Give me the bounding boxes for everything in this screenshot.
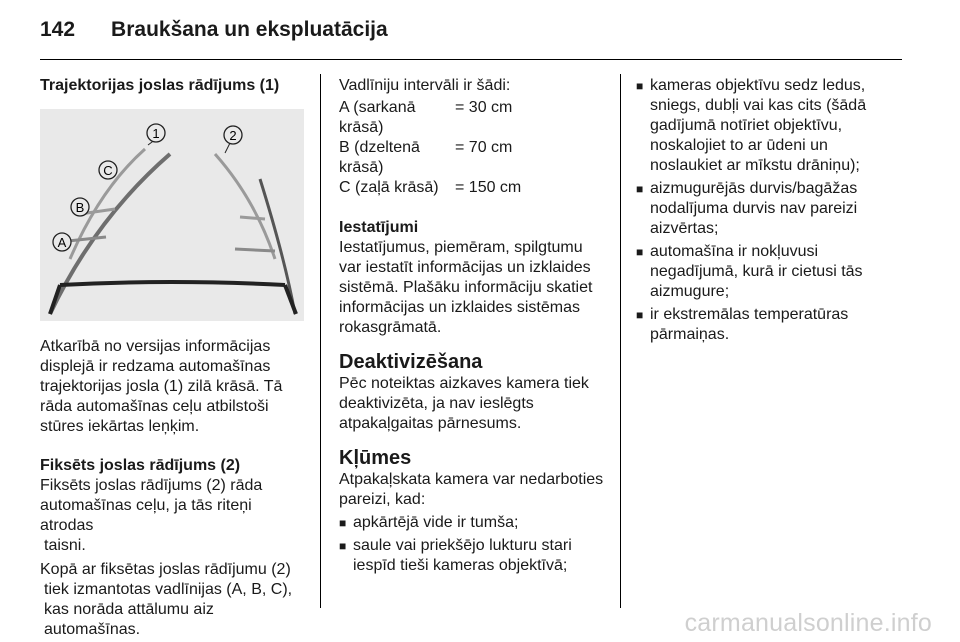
text-line: rāda automašīnas ceļu atbilstoši — [40, 398, 269, 415]
text-line: deaktivizēta, ja nav ieslēgts — [339, 395, 534, 412]
text-line: apkārtējā vide ir tumša; — [353, 514, 519, 531]
callout-b-label: B — [75, 200, 85, 215]
text-line: pārmaiņas. — [650, 326, 730, 343]
text-line: sniegs, dubļi vai kas cits (šādā — [650, 97, 867, 114]
list-item — [339, 536, 607, 576]
camera-guideline-figure — [40, 109, 304, 321]
text-line: displejā ir redzama automašīnas — [40, 358, 271, 375]
callout-2 — [224, 126, 242, 144]
callout-c-label: C — [103, 163, 113, 178]
list-item — [636, 242, 906, 302]
callout-1-label: 1 — [152, 126, 160, 141]
list-item — [636, 305, 906, 345]
text-line: trajektorijas josla (1) zilā krāsā. Tā — [40, 378, 283, 395]
interval-value: = 30 cm — [455, 99, 513, 116]
guide-mark-c — [240, 217, 265, 219]
text-line: Fiksēts joslas rādījums (2) rāda — [40, 477, 263, 494]
text-line: saule vai priekšējo lukturu stari — [353, 537, 572, 554]
text-line: pareizi, kad: — [339, 491, 426, 508]
text-line: rokasgrāmatā. — [339, 319, 442, 336]
text-line: kameras objektīvu sedz ledus, — [650, 77, 866, 94]
trajectory-heading: Trajektorijas joslas rādījums (1) — [40, 77, 280, 94]
text-line: kas norāda attālumu aiz — [44, 601, 214, 618]
guide-mark-b — [235, 249, 275, 251]
text-line: aizmugurējās durvis/bagāžas — [650, 180, 858, 197]
page-number: 142 — [40, 18, 76, 41]
faults-list-continued — [636, 76, 906, 345]
callout-leader — [225, 143, 230, 153]
trajectory-description — [40, 337, 308, 437]
guideline-right — [215, 154, 275, 259]
guide-line-a — [60, 282, 285, 285]
interval-value: = 150 cm — [455, 179, 522, 196]
page-header — [40, 18, 388, 46]
callout-a — [53, 233, 71, 251]
text-line: stūres iekārtas leņķim. — [40, 418, 200, 435]
column-middle — [339, 76, 607, 579]
bullet-icon: ■ — [636, 79, 644, 93]
header-rule — [40, 59, 902, 60]
column-divider — [620, 74, 621, 608]
callout-a-label: A — [57, 235, 67, 250]
column-left — [40, 76, 308, 640]
guideline-description — [40, 560, 308, 640]
intervals-table — [339, 98, 607, 198]
guideline-illustration — [40, 109, 304, 321]
text-line: ir ekstremālas temperatūras — [650, 306, 849, 323]
faults-text — [339, 470, 607, 510]
text-line: Iestatījumus, piemēram, spilgtumu — [339, 239, 583, 256]
watermark: carmanualsonline.info — [684, 609, 932, 637]
text-line: Atkarībā no versijas informācijas — [40, 338, 271, 355]
text-line: automašīnas. — [44, 621, 141, 638]
text-line: noslaukiet ar mīkstu drāniņu); — [650, 157, 860, 174]
fixed-band-heading: Fiksēts joslas rādījums (2) — [40, 457, 241, 474]
section-title: Braukšana un ekspluatācija — [111, 18, 388, 41]
bullet-icon: ■ — [636, 245, 644, 259]
callout-c — [99, 161, 117, 179]
text-line: iespīd tieši kameras objektīvā; — [353, 557, 568, 574]
text-line: Kopā ar fiksētas joslas rādījumu (2) — [40, 561, 291, 578]
callout-2-label: 2 — [229, 128, 237, 143]
bullet-icon: ■ — [636, 308, 644, 322]
text-line: negadījumā, kurā ir cietusi tās — [650, 263, 863, 280]
text-line: Pēc noteiktas aizkaves kamera tiek — [339, 375, 589, 392]
settings-text — [339, 238, 607, 338]
text-line: aizvērtas; — [650, 220, 719, 237]
column-right — [636, 76, 906, 348]
interval-label: B (dzeltenā krāsā) — [339, 139, 420, 176]
text-line: nodalījuma durvis nav pareizi — [650, 200, 858, 217]
bullet-icon: ■ — [636, 182, 644, 196]
deactivation-heading: Deaktivizēšana — [339, 351, 483, 373]
bullet-icon: ■ — [339, 516, 347, 530]
list-item — [636, 179, 906, 239]
interval-value: = 70 cm — [455, 139, 513, 156]
bullet-icon: ■ — [339, 539, 347, 553]
list-item — [636, 76, 906, 176]
text-line: sistēmā. Plašāku informāciju skatiet — [339, 279, 593, 296]
interval-label: C (zaļā krāsā) — [339, 179, 439, 196]
callout-1 — [147, 124, 165, 142]
callout-b — [71, 198, 89, 216]
text-line: atpakaļgaitas pārnesums. — [339, 415, 522, 432]
list-item — [339, 513, 607, 533]
column-divider — [320, 74, 321, 608]
text-line: taisni. — [44, 537, 86, 554]
text-line: informācijas un izklaides sistēmas — [339, 299, 580, 316]
text-line: aizmugure; — [650, 283, 730, 300]
text-line: gadījumā notīriet objektīvu, — [650, 117, 843, 134]
settings-heading: Iestatījumi — [339, 219, 419, 236]
deactivation-text — [339, 374, 607, 434]
faults-list — [339, 513, 607, 576]
guide-mark-b — [68, 237, 106, 241]
text-line: automašīnas ceļu, ja tās riteņi atrodas — [40, 497, 252, 534]
text-line: Atpakaļskata kamera var nedarboties — [339, 471, 604, 488]
text-line: tiek izmantotas vadlīnijas (A, B, C), — [44, 581, 293, 598]
text-line: noskalojiet to ar ūdeni un — [650, 137, 828, 154]
intervals-intro: Vadlīniju intervāli ir šādi: — [339, 77, 511, 94]
text-line: var iestatīt informācijas un izklaides — [339, 259, 591, 276]
fixed-band-description — [40, 476, 308, 556]
interval-label: A (sarkanā krāsā) — [339, 99, 416, 136]
text-line: automašīna ir nokļuvusi — [650, 243, 819, 260]
faults-heading: Kļūmes — [339, 447, 412, 469]
